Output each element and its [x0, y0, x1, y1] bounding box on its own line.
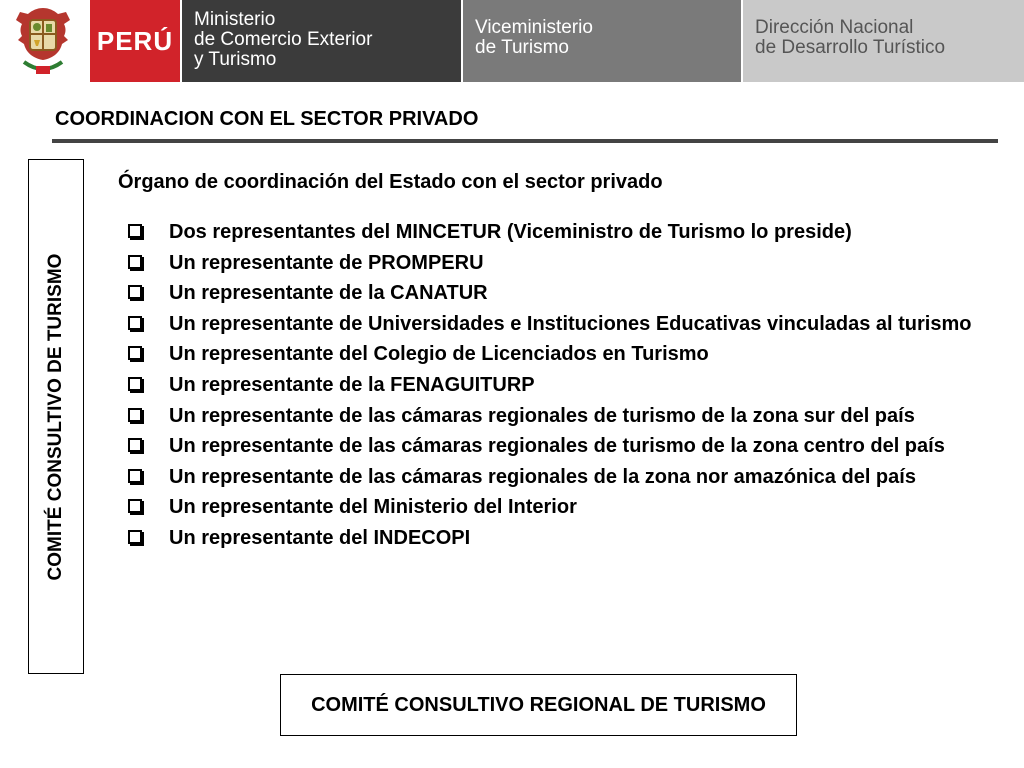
- list-item: [128, 492, 985, 523]
- list-item-text: Un representante de Universidades e Instituciones Educativas vinculadas al turismo: [169, 312, 972, 335]
- list-item-text: Un representante de las cámaras regionales de turismo de la zona centro del país: [169, 435, 945, 458]
- peru-label: PERÚ: [90, 0, 180, 82]
- direction-label: Dirección Nacional de Desarrollo Turístico: [755, 17, 946, 58]
- regional-committee-label: COMITÉ CONSULTIVO REGIONAL DE TURISMO: [311, 693, 766, 716]
- subtitle: Órgano de coordinación del Estado con el sector privado: [118, 171, 663, 193]
- ministry-label: Ministerio de Comercio Exterior y Turismo: [194, 9, 373, 70]
- vice-ministry-label: Viceministerio de Turismo: [475, 17, 593, 58]
- checkbox-bullet-icon: [128, 530, 142, 544]
- list-item-text: Dos representantes del MINCETUR (Viceministro de Turismo lo preside): [169, 221, 852, 243]
- title-divider: [52, 139, 998, 143]
- vice-ministry-block: [463, 0, 741, 82]
- list-item-text: Un representante de la CANATUR: [169, 282, 488, 305]
- list-item-text: Un representante de las cámaras regionales de turismo de la zona sur del país: [169, 404, 915, 427]
- checkbox-bullet-icon: [128, 408, 142, 422]
- checkbox-bullet-icon: [128, 316, 142, 330]
- checkbox-bullet-icon: [128, 438, 142, 452]
- checkbox-bullet-icon: [128, 224, 142, 238]
- list-item: [128, 431, 985, 462]
- list-item-text: Un representante de PROMPERU: [169, 251, 484, 274]
- side-label: COMITÉ CONSULTIVO DE TURISMO: [45, 253, 66, 580]
- checkbox-bullet-icon: [128, 346, 142, 360]
- list-item: [128, 248, 985, 279]
- member-list: [128, 217, 985, 554]
- checkbox-bullet-icon: [128, 255, 142, 269]
- list-item-text: Un representante del Ministerio del Interior: [169, 496, 577, 519]
- list-item: [128, 278, 985, 309]
- direction-block: [743, 0, 1024, 82]
- regional-committee-box: [280, 674, 797, 736]
- list-item: [128, 401, 985, 432]
- list-item-text: Un representante de la FENAGUITURP: [169, 373, 535, 396]
- list-item: [128, 523, 985, 554]
- list-item: [128, 309, 985, 340]
- checkbox-bullet-icon: [128, 469, 142, 483]
- section-title: COORDINACION CON EL SECTOR PRIVADO: [55, 108, 479, 130]
- checkbox-bullet-icon: [128, 285, 142, 299]
- list-item-text: Un representante del Colegio de Licenciados en Turismo: [169, 343, 709, 366]
- list-item: [128, 462, 985, 493]
- side-label-box: [28, 159, 84, 674]
- list-item-text: Un representante de las cámaras regionales de la zona nor amazónica del país: [169, 465, 916, 488]
- ministry-block: [182, 0, 461, 82]
- checkbox-bullet-icon: [128, 499, 142, 513]
- list-item: [128, 339, 985, 370]
- list-item-text: Un representante del INDECOPI: [169, 526, 471, 549]
- header-banner: [0, 0, 1024, 84]
- coat-of-arms-icon: [10, 6, 76, 78]
- list-item: [128, 217, 985, 248]
- checkbox-bullet-icon: [128, 377, 142, 391]
- list-item: [128, 370, 985, 401]
